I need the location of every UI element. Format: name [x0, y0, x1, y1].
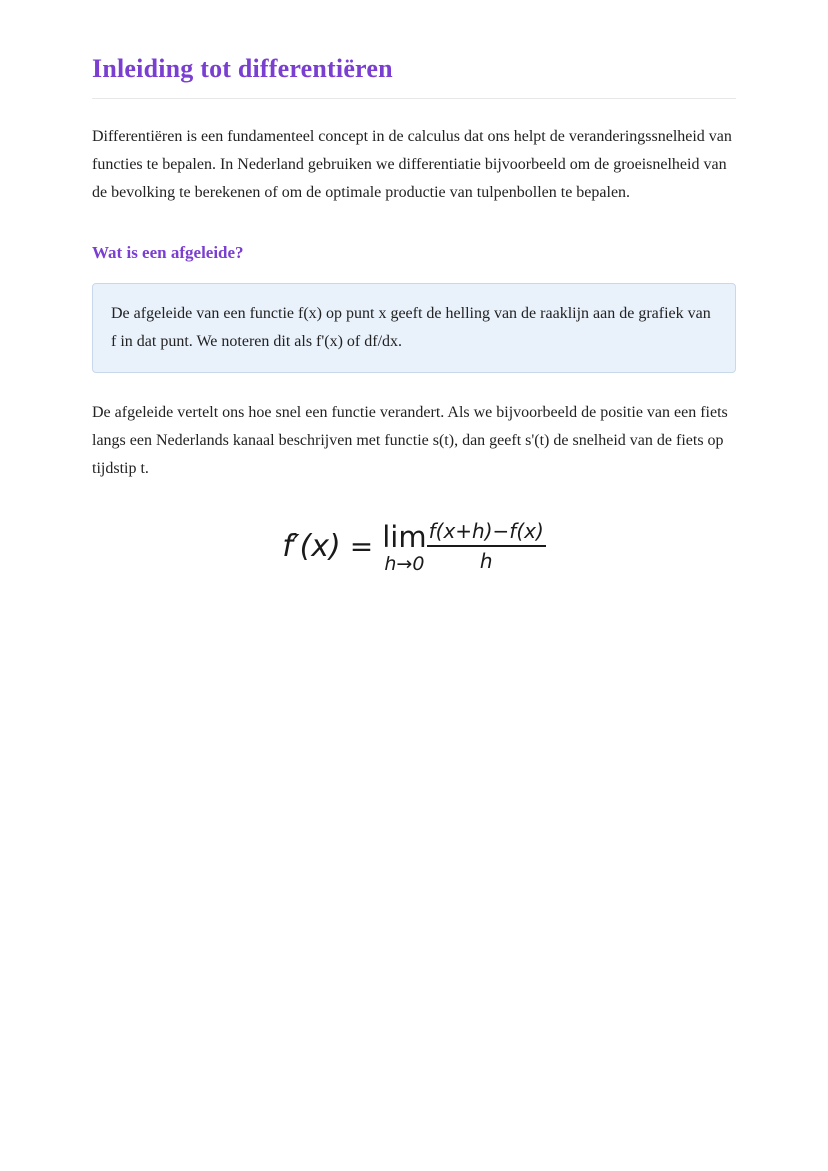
definition-text: De afgeleide van een functie f(x) op punt x geeft de helling van de raaklijn aan de grafiek van f in dat punt. We noteren dit als f'(x) of df/dx. [111, 305, 711, 350]
intro-paragraph: Differentiëren is een fundamenteel concept in de calculus dat ons helpt de veranderingssnelheid van functies te bepalen. In Nederland gebruiken we differentiatie bijvoorbeeld om de groeisnelheid van de bevolking te berekenen of om de optimale productie van tulpenbollen te bepalen. [92, 128, 732, 201]
formula-limit: lim [382, 520, 427, 554]
formula-fraction [427, 518, 546, 573]
section-heading: Wat is een afgeleide? [92, 243, 244, 262]
formula-container [92, 518, 736, 575]
document-page [0, 0, 828, 574]
formula-numerator: f(x+h)−f(x) [427, 521, 546, 547]
formula-denominator: h [479, 548, 493, 573]
formula-equals-sign: = [349, 530, 374, 563]
explanation-paragraph: De afgeleide vertelt ons hoe snel een functie verandert. Als we bijvoorbeeld de positie van een fiets langs een Nederlands kanaal beschrijven met functie s(t), dan geeft s'(t) de snelheid van de fiets op tijdstip t. [92, 404, 728, 477]
definition-info-box [92, 283, 736, 373]
formula-limit-subscript: h→0 [384, 553, 425, 575]
formula-limit-group [382, 520, 427, 575]
title-divider [92, 98, 736, 99]
formula-lhs: f′(x) [282, 529, 341, 564]
page-title: Inleiding tot differentiëren [92, 54, 393, 83]
derivative-limit-formula [282, 518, 546, 575]
